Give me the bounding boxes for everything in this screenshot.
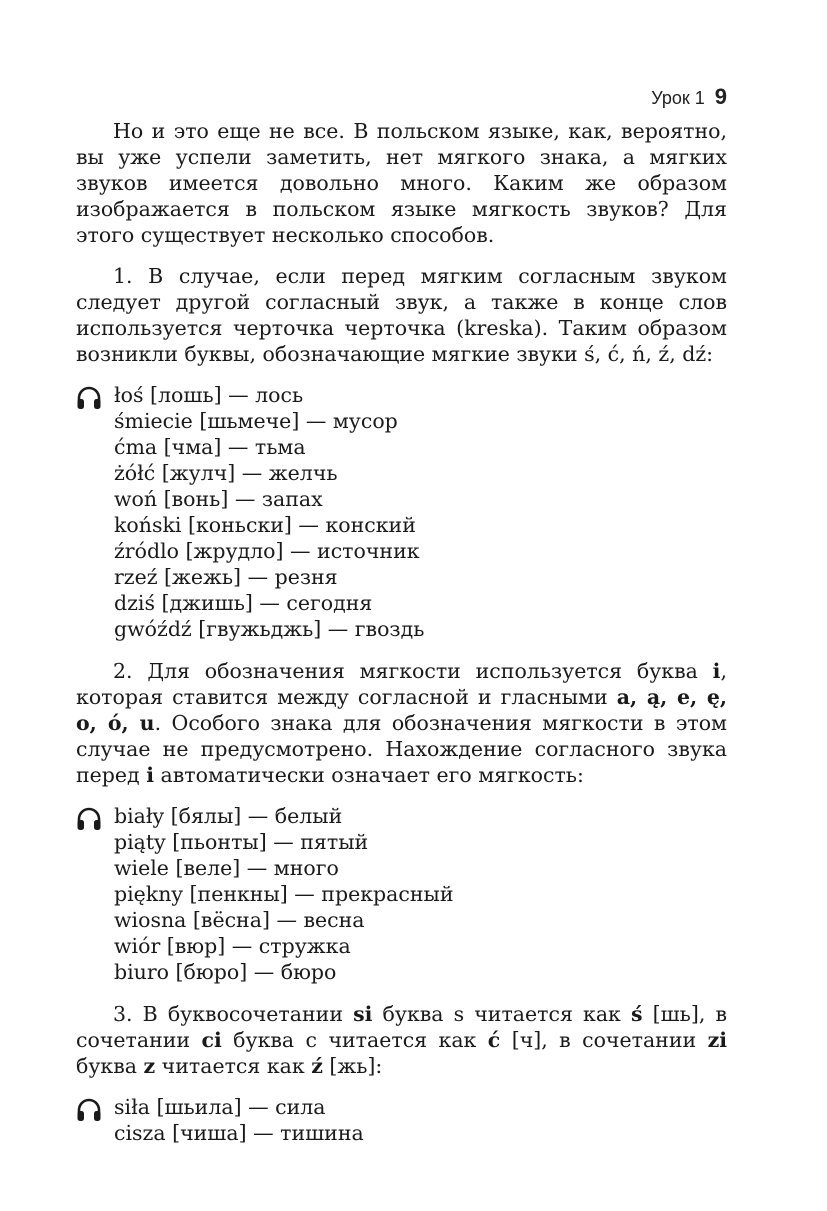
example-item: siła [шьила] — сила: [114, 1095, 326, 1119]
example-item: wiór [вюр] — стружка: [114, 934, 351, 958]
example-item: żółć [жулч] — желчь: [114, 461, 338, 485]
rule-1-paragraph: 1. В случае, если перед мягким согласным звуком следует другой согласный звук, а также в конце слов используется черточка черточка (kreska). Таким образом возникли буквы, обозначающие мягкие звуки ś, ć, ń, ź, dź:: [76, 264, 727, 366]
example-item: wiosna [вёсна] — весна: [114, 908, 365, 932]
page-body: [76, 118, 727, 1162]
example-item: śmiecie [шьмече] — мусор: [114, 409, 398, 433]
example-item: gwóźdź [гвужьджь] — гвоздь: [114, 617, 425, 641]
example-item: piękny [пенкны] — прекрасный: [114, 882, 454, 906]
headphones-icon[interactable]: [76, 807, 102, 831]
rule-3-paragraph: 3. В буквосочетании si буква s читается как ś [шь], в сочетании ci буква c читается как ć [ч], в сочетании zi буква z читается как ź [жь]:: [76, 1002, 728, 1078]
example-item: źródlo [жрудло] — источник: [114, 539, 420, 563]
examples-block-1: [76, 382, 727, 642]
intro-paragraph: Но и это еще не все. В польском языке, как, вероятно, вы уже успели заметить, нет мягкого знака, а мягких звуков имеется довольно много. Каким же образом изображается в польском языке мягкость звуков? Для этого существует несколько способов.: [76, 119, 727, 247]
examples-block-2: [76, 803, 727, 985]
example-item: biały [бялы] — белый: [114, 804, 343, 828]
example-item: biuro [бюро] — бюро: [114, 960, 337, 984]
page-number: 9: [714, 84, 727, 109]
headphones-icon[interactable]: [76, 386, 102, 410]
example-item: piąty [пьонты] — пятый: [114, 830, 369, 854]
headphones-icon[interactable]: [76, 1098, 102, 1122]
examples-block-3: [76, 1094, 727, 1146]
rule-2-paragraph: 2. Для обозначения мягкости используется буква i, которая ставится между согласной и гласными a, ą, e, ę, o, ó, u. Особого знака для обозначения мягкости в этом случае не предусмотрено. Нахождение согласного звука перед i автоматически означает его мягкость:: [76, 659, 727, 787]
example-item: łoś [лошь] — лось: [114, 383, 304, 407]
example-item: rzeź [жежь] — резня: [114, 565, 338, 589]
chapter-label: Урок 1: [651, 88, 705, 108]
example-item: woń [вонь] — запах: [114, 487, 323, 511]
example-item: cisza [чиша] — тишина: [114, 1121, 364, 1145]
example-item: koński [коньски] — конский: [114, 513, 416, 537]
example-item: dziś [джишь] — сегодня: [114, 591, 373, 615]
running-head: [651, 84, 727, 110]
example-item: wiele [веле] — много: [114, 856, 339, 880]
example-item: ćma [чма] — тьма: [114, 435, 306, 459]
